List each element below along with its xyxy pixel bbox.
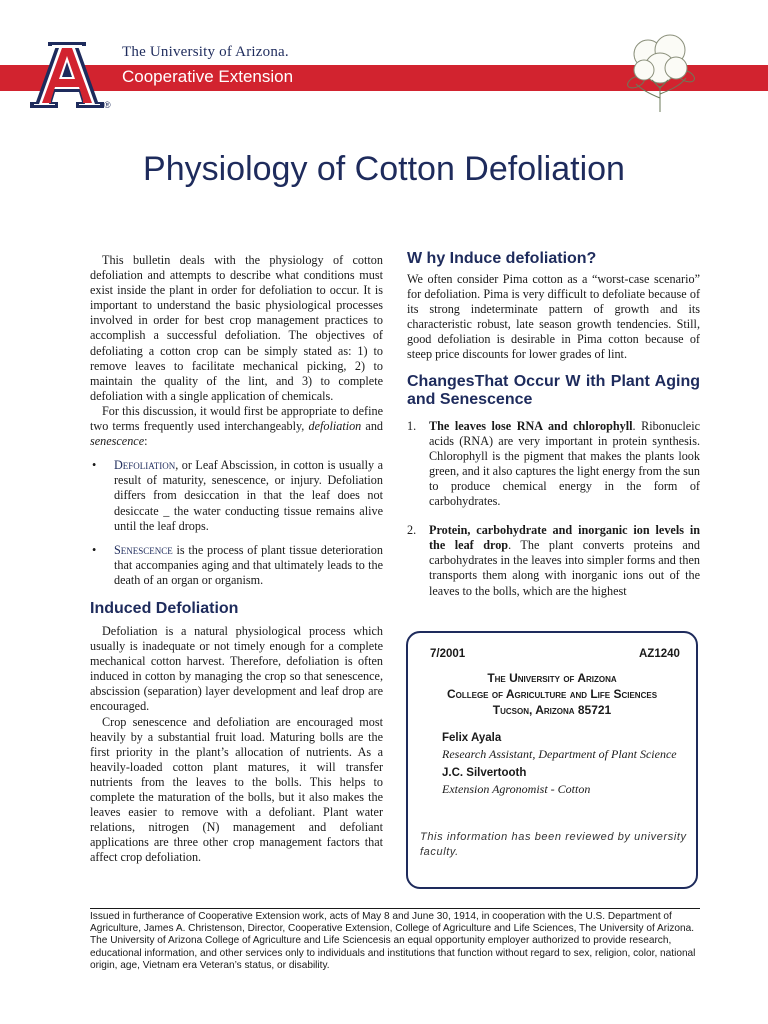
right-column [407,250,700,599]
footer-divider [90,908,700,909]
item-number: 1. [407,418,417,433]
term-senescence: Senescence [114,542,173,557]
registered-mark: ® [104,100,111,110]
bullet-glyph: • [92,458,97,473]
induced-paragraph-1: Defoliation is a natural physiological process which usually is inadequate or not timely enough for a complete mechanical cotton harvest. Therefore, defoliation is often induced in cotton by managing the crop so that senescence, abscission (separation) layer development and leaf drop are encouraged. [90,623,383,714]
publication-date: 7/2001 [430,648,466,660]
definition-and: and [365,419,384,434]
left-column [90,253,383,865]
term-defoliation: Defoliation [114,458,176,473]
intro-paragraph: This bulletin deals with the physiology of cotton defoliation and attempts to describe what conditions must exist inside the plant in order for defoliation to occur. It is important to understand the basic physiological processes involved in order for best crop management practices to accomplish a successful defoliation. The objectives of defoliating a cotton crop can be simply stated as: 1) to remove leaves to facilitate mechanical picking, 2) to maintain the quality of the lint, and 3) to complete defoliation with a single application of chemicals. [90,253,383,403]
definition-term-defoliation: defoliation [308,419,362,434]
induced-defoliation-heading: Induced Defoliation [90,599,239,617]
changes-list [407,419,700,599]
definition-text: For this discussion, it would first be appropriate to define two terms frequently used interchangeably, [90,403,383,434]
org-college: College of Agriculture and Life Sciences [446,687,658,701]
author-role: Research Assistant, Department of Plant Science [442,747,677,761]
item-number: 2. [407,523,417,538]
changes-heading: ChangesThat Occur W ith Plant Aging and Senescence [407,372,700,408]
footer-text: Issued in furtherance of Cooperative Extension work, acts of May 8 and June 30, 1914, in cooperation with the U.S. Department of Agriculture, James A. Christenson, Director, Cooperative Extension, College of Agriculture and Life Sciences, The University of Arizona. The University of Arizona College of Agriculture and Life Sciencesis an equal opportunity employer authorized to provide research, educational information, and other services only to individuals and institutions that function without regard to sex, religion, color, national origin, age, Vietnam era Veteran’s status, or disability. [90,911,696,971]
list-item [90,458,383,533]
university-name: The University of Arizona. [122,44,289,60]
author-name: J.C. Silvertooth [442,767,527,779]
definition-colon: : [144,434,148,449]
why-induce-paragraph: We often consider Pima cotton as a “worst-case scenario” for defoliation. Pima is very difficult to defoliate because of its strong indeterminate pattern of growth and its characteristic robust, late season growth tendencies. Still, good defoliation is desirable in Pima cotton because of steep price discounts for lower grades of lint. [407,272,700,362]
item-heading: The leaves lose RNA and chlorophyll [429,418,633,433]
definition-paragraph [90,404,383,449]
list-item [407,523,700,598]
why-induce-heading: W hy Induce defoliation? [407,250,597,267]
cotton-boll-illustration [614,28,706,114]
list-item [407,419,700,510]
bullet-glyph: • [92,542,97,557]
list-item [90,543,383,588]
term-senescence-text: is the process of plant tissue deterioration that accompanies aging and that ultimately leads to the death of an organ or organism. [114,542,383,587]
item-text: . Ribonucleic acids (RNA) are very important in protein synthesis. Chlorophyll is the pigment that makes the plants look green, and it also captures the light energy from the sun to produce chemical energy in the form of carbohydrates. [429,418,701,509]
author-name: Felix Ayala [442,732,502,744]
unit-name: Cooperative Extension [122,67,294,86]
org-location: Tucson, Arizona 85721 [492,703,612,717]
university-a-logo [28,42,106,110]
item-text: . The plant converts proteins and carbohydrates in the leaves into simpler forms and then transports them along with inorganic ions out of the leaves to the bolls, which are the highest [429,538,700,598]
definition-list [90,458,383,588]
induced-paragraph-2: Crop senescence and defoliation are encouraged most heavily by a substantial fruit load. Maturing bolls are the first priority in the plant’s allocation of nutrients. As a heavily-loaded cotton plant matures, it will transfer nutrients from the leaves to the bolls. This helps to complete the maturation of the bolls, but it also makes the leaves easier to remove with a defoliant. Plant water relations, nitrogen (N) management and defoliant applications are three other crop management factors that affect crop defoliation. [90,714,383,865]
author-role: Extension Agronomist - Cotton [442,782,591,796]
term-defoliation-text: , or Leaf Abscission, in cotton is usually a result of maturity, senescence, or injury. Defoliation differs from desiccation in that the leaf does not desiccate _ the water conducting tissue remains alive until the leaf drops. [114,458,383,533]
page-title: Physiology of Cotton Defoliation [143,150,625,188]
publication-code: AZ1240 [639,648,680,660]
item-heading: Protein, carbohydrate and inorganic ion levels in the leaf drop [429,523,700,553]
definition-term-senescence: senescence [90,434,145,449]
org-university: The University of Arizona [487,671,617,685]
review-note: This information has been reviewed by university faculty. [420,831,687,858]
